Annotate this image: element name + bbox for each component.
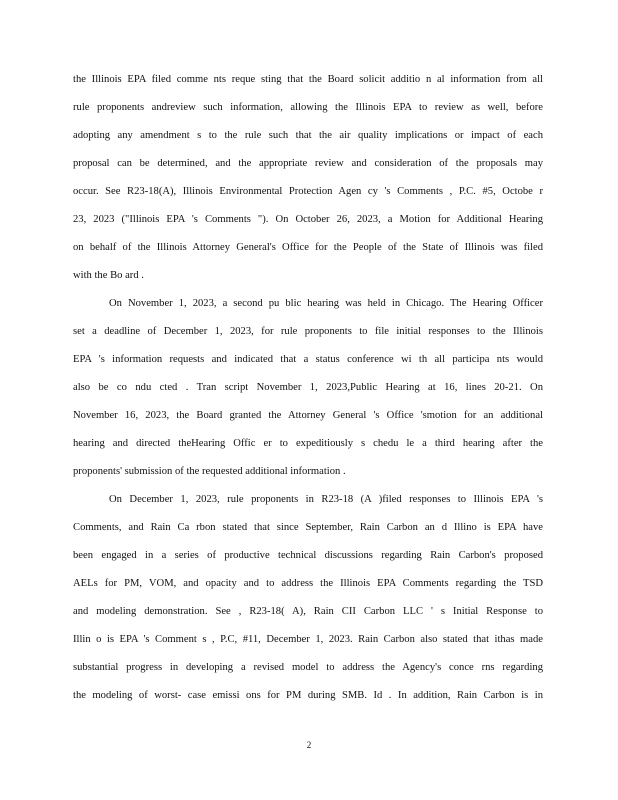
body-text-line: November 16, 2023, the Board granted the Attorney General 's Office 'smotion for an additional <box>73 410 543 421</box>
body-text-line: proposal can be determined, and the appropriate review and consideration of the proposals may <box>73 158 543 169</box>
page-number: 2 <box>306 740 312 750</box>
body-text-line: Illin o is EPA 's Comment s , P.C, #11, December 1, 2023. Rain Carbon also stated that ithas made <box>73 634 543 645</box>
body-text-line: set a deadline of December 1, 2023, for rule proponents to file initial responses to the Illinois <box>73 326 543 337</box>
body-text-line: Comments, and Rain Ca rbon stated that since September, Rain Carbon an d Illino is EPA have <box>73 522 543 533</box>
body-text-line: adopting any amendment s to the rule such that the air quality implications or impact of each <box>73 130 543 141</box>
body-text-line: rule proponents andreview such information, allowing the Illinois EPA to review as well, before <box>73 102 543 113</box>
body-text-line: with the Bo ard . <box>73 270 144 281</box>
body-text-line: on behalf of the Illinois Attorney General's Office for the People of the State of Illinois was filed <box>73 242 543 253</box>
body-text-line: the Illinois EPA filed comme nts reque sting that the Board solicit additio n al information from all <box>73 74 543 85</box>
body-text-line: AELs for PM, VOM, and opacity and to address the Illinois EPA Comments regarding the TSD <box>73 578 543 589</box>
body-text-line: the modeling of worst- case emissi ons for PM during SMB. Id . In addition, Rain Carbon is in <box>73 690 543 701</box>
body-text-line: been engaged in a series of productive technical discussions regarding Rain Carbon's proposed <box>73 550 543 561</box>
paragraph-first-line: On December 1, 2023, rule proponents in R23-18 (A )filed responses to Illinois EPA 's <box>109 494 543 505</box>
body-text-line: occur. See R23-18(A), Illinois Environmental Protection Agen cy 's Comments , P.C. #5, Octobe r <box>73 186 543 197</box>
body-text-line: EPA 's information requests and indicated that a status conference wi th all participa nts would <box>73 354 543 365</box>
body-text-line: and modeling demonstration. See , R23-18( A), Rain CII Carbon LLC ' s Initial Response to <box>73 606 543 617</box>
body-text-line: hearing and directed theHearing Offic er to expeditiously s chedu le a third hearing after the <box>73 438 543 449</box>
paragraph-first-line: On November 1, 2023, a second pu blic hearing was held in Chicago. The Hearing Officer <box>109 298 543 309</box>
body-text-line: also be co ndu cted . Tran script November 1, 2023,Public Hearing at 16, lines 20-21. On <box>73 382 543 393</box>
body-text-line: substantial progress in developing a revised model to address the Agency's conce rns regarding <box>73 662 543 673</box>
body-text-line: 23, 2023 ("Illinois EPA 's Comments "). On October 26, 2023, a Motion for Additional Hearing <box>73 214 543 225</box>
body-text-line: proponents' submission of the requested additional information . <box>73 466 346 477</box>
